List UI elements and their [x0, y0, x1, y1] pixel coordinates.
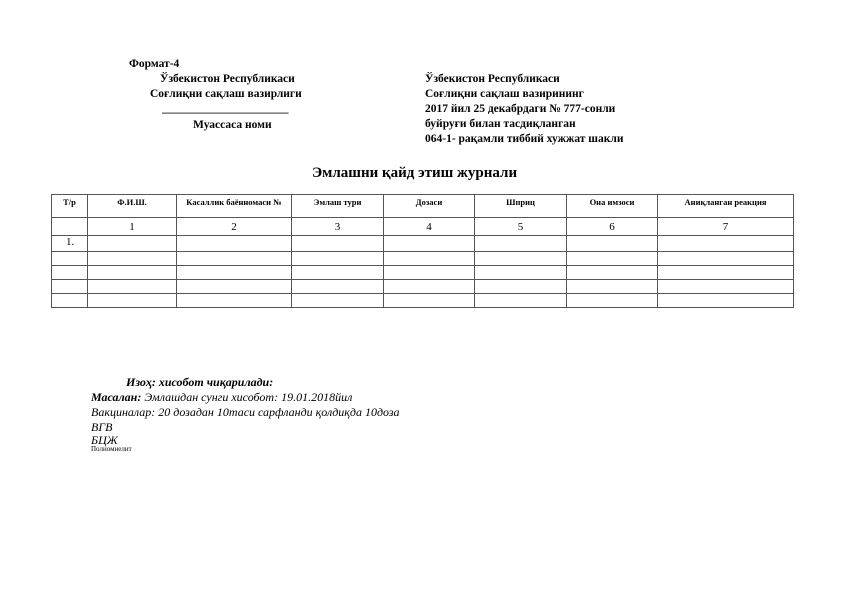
col-header-dose: Дозаси	[384, 195, 475, 218]
order-approved: буйруғи билан тасдиқланган	[425, 118, 576, 130]
column-number: 3	[292, 218, 384, 236]
column-number: 2	[177, 218, 292, 236]
table-cell	[658, 280, 794, 294]
col-header-index: Т/р	[52, 195, 88, 218]
table-cell	[88, 236, 177, 252]
vaccine-item-bcg: БЦЖ	[91, 433, 118, 447]
example-text: Эмлашдан сунги хисобот: 19.01.2018йил	[144, 390, 353, 404]
table-cell	[292, 280, 384, 294]
col-header-fio: Ф.И.Ш.	[88, 195, 177, 218]
vaccines-line: Вакциналар: 20 дозадан 10таси сарфланди қолдиқда 10доза	[91, 405, 400, 419]
table-cell	[292, 252, 384, 266]
table-cell	[658, 252, 794, 266]
vaccination-journal-table	[51, 194, 794, 308]
table-cell	[177, 294, 292, 308]
table-cell	[384, 294, 475, 308]
format-label: Формат-4	[129, 58, 180, 70]
table-cell	[567, 252, 658, 266]
table-cell	[292, 266, 384, 280]
table-cell	[52, 252, 88, 266]
table-header-row	[52, 195, 794, 218]
table-cell	[88, 294, 177, 308]
table-cell	[475, 236, 567, 252]
table-cell	[177, 252, 292, 266]
table-cell	[384, 266, 475, 280]
table-row	[52, 236, 794, 252]
table-cell	[658, 266, 794, 280]
example-line	[91, 390, 352, 404]
table-cell	[567, 236, 658, 252]
table-cell	[177, 280, 292, 294]
table-cell	[52, 266, 88, 280]
order-date: 2017 йил 25 декабрдаги № 777-сонли	[425, 103, 616, 115]
column-number: 5	[475, 218, 567, 236]
right-republic: Ўзбекистон Республикаси	[425, 73, 560, 85]
table-cell	[292, 236, 384, 252]
column-number: 7	[658, 218, 794, 236]
col-header-case-report: Касаллик баённомаси №	[177, 195, 292, 218]
table-row	[52, 294, 794, 308]
column-numbers-row	[52, 218, 794, 236]
right-ministry: Соғлиқни сақлаш вазирининг	[425, 88, 584, 100]
table-row	[52, 252, 794, 266]
notes-heading: Изоҳ: хисобот чиқарилади:	[126, 375, 274, 389]
table-row	[52, 280, 794, 294]
column-number	[52, 218, 88, 236]
table-cell	[52, 294, 88, 308]
table-cell	[52, 280, 88, 294]
table-cell	[384, 280, 475, 294]
col-header-mother-signature: Она имзоси	[567, 195, 658, 218]
left-republic: Ўзбекистон Республикаси	[160, 73, 295, 85]
table-cell	[384, 236, 475, 252]
table-cell	[88, 252, 177, 266]
col-header-syringe: Шприц	[475, 195, 567, 218]
column-number: 1	[88, 218, 177, 236]
table-cell	[88, 266, 177, 280]
table-cell	[177, 266, 292, 280]
table-cell	[567, 266, 658, 280]
table-cell	[384, 252, 475, 266]
table-row	[52, 266, 794, 280]
vaccine-item-polio: Полиомиелит	[91, 445, 132, 453]
example-label: Масалан:	[91, 390, 142, 404]
table-cell	[567, 294, 658, 308]
table-cell	[177, 236, 292, 252]
table-cell	[292, 294, 384, 308]
doc-form-number: 064-1- рақамли тиббий хужжат шакли	[425, 133, 624, 145]
table-cell	[567, 280, 658, 294]
table-cell	[475, 280, 567, 294]
table-cell	[475, 266, 567, 280]
column-number: 6	[567, 218, 658, 236]
table-cell	[658, 236, 794, 252]
table-cell	[658, 294, 794, 308]
institution-name-label: Муассаса номи	[193, 119, 272, 131]
column-number: 4	[384, 218, 475, 236]
row-number: 1.	[52, 236, 88, 252]
table-cell	[475, 252, 567, 266]
vaccine-item-vgv: ВГВ	[91, 420, 113, 434]
col-header-vaccine-type: Эмлаш тури	[292, 195, 384, 218]
table-cell	[475, 294, 567, 308]
table-cell	[88, 280, 177, 294]
institution-blank-line: ______________________	[162, 103, 289, 115]
left-ministry: Соғлиқни сақлаш вазирлиги	[150, 88, 302, 100]
page-title: Эмлашни қайд этиш журнали	[312, 165, 518, 181]
col-header-reaction: Аниқланган реакция	[658, 195, 794, 218]
